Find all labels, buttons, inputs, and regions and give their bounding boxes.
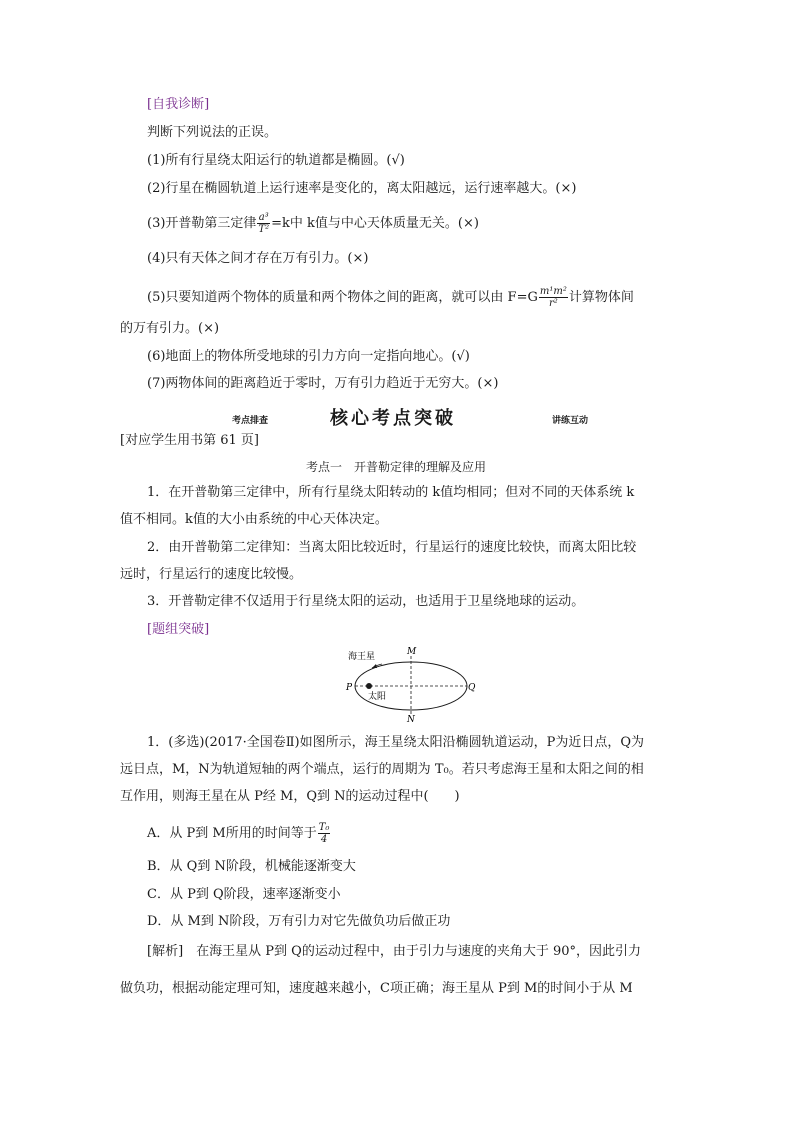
diag-item-5-continued: 的万有引力。(×) bbox=[120, 321, 220, 336]
fraction-numerator: m¹m² bbox=[539, 286, 567, 297]
analysis-line-1 bbox=[147, 943, 641, 961]
group-tag: [题组突破] bbox=[147, 622, 210, 637]
analysis-text-1: 在海王星从 P到 Q的运动过程中，由于引力与速度的夹角大于 90°，因此引力 bbox=[183, 944, 642, 959]
option-c: C．从 P到 Q阶段，速率逐渐变小 bbox=[147, 887, 341, 902]
banner-title: 核心考点突破 bbox=[330, 408, 456, 429]
point-3: 3．开普勒定律不仅适用于行星绕太阳的运动，也适用于卫星绕地球的运动。 bbox=[147, 594, 585, 609]
banner-right-label: 讲练互动 bbox=[552, 416, 589, 426]
gravitation-fraction bbox=[539, 286, 568, 309]
diag-item-5-post: 计算物体间 bbox=[568, 290, 634, 305]
analysis-tag: [解析] bbox=[147, 944, 184, 959]
fraction-denominator: 4 bbox=[320, 834, 328, 845]
point-2-line-2: 远时，行星运行的速度比较慢。 bbox=[120, 567, 303, 582]
kepler-third-fraction bbox=[257, 212, 270, 235]
diag-item-6: (6)地面上的物体所受地球的引力方向一定指向地心。(√) bbox=[147, 349, 470, 364]
option-a bbox=[147, 822, 331, 845]
point-1-line-1: 1．在开普勒第三定律中，所有行星绕太阳转动的 k值均相同；但对不同的天体系统 k bbox=[147, 485, 635, 500]
fraction-numerator: a³ bbox=[258, 212, 269, 223]
diag-item-2: (2)行星在椭圆轨道上运行速率是变化的，离太阳越远，运行速率越大。(×) bbox=[147, 181, 577, 196]
point-m-label: M bbox=[407, 647, 417, 657]
diag-item-3-rest: =k中 k值与中心天体质量无关。(×) bbox=[271, 216, 479, 231]
fraction-numerator: T₀ bbox=[318, 822, 330, 833]
point-q-label: Q bbox=[468, 683, 476, 693]
diag-item-3-pre: (3)开普勒第三定律 bbox=[147, 216, 257, 231]
page-reference: [对应学生用书第 61 页] bbox=[120, 433, 259, 448]
point-1-line-2: 值不相同。k值的大小由系统的中心天体决定。 bbox=[120, 512, 388, 527]
sun-dot bbox=[366, 683, 372, 689]
question-line-1: 1．(多选)(2017·全国卷Ⅱ)如图所示，海王星绕太阳沿椭圆轨道运动，P为近日点，Q为 bbox=[147, 735, 645, 750]
analysis-line-2: 做负功，根据动能定理可知，速度越来越小，C项正确；海王星从 P到 M的时间小于从 M bbox=[120, 981, 633, 996]
diag-item-3 bbox=[147, 212, 479, 235]
question-line-3: 互作用，则海王星在从 P经 M，Q到 N的运动过程中( ) bbox=[120, 789, 460, 804]
point-n-label: N bbox=[407, 715, 415, 722]
orbit-diagram bbox=[340, 644, 480, 722]
option-b: B．从 Q到 N阶段，机械能逐渐变大 bbox=[147, 859, 356, 874]
fraction-denominator: T² bbox=[258, 224, 270, 235]
banner-left-label: 考点排查 bbox=[232, 416, 269, 426]
point-2-line-1: 2．由开普勒第二定律知：当离太阳比较近时，行星运行的速度比较快，而离太阳比较 bbox=[147, 540, 637, 555]
arrow-head-icon bbox=[372, 664, 377, 668]
self-diagnosis-intro: 判断下列说法的正误。 bbox=[147, 125, 278, 140]
period-fraction bbox=[318, 822, 331, 845]
planet-label: 海王星 bbox=[348, 652, 376, 662]
diag-item-5-pre: (5)只要知道两个物体的质量和两个物体之间的距离，就可以由 F=G bbox=[147, 290, 538, 305]
question-line-2: 远日点，M，N为轨道短轴的两个端点，运行的周期为 T₀。若只考虑海王星和太阳之间的相 bbox=[120, 762, 644, 777]
diag-item-7: (7)两物体间的距离趋近于零时，万有引力趋近于无穷大。(×) bbox=[147, 376, 499, 391]
self-diagnosis-tag: [自我诊断] bbox=[147, 97, 210, 112]
section-heading: 考点一 开普勒定律的理解及应用 bbox=[306, 460, 487, 474]
sun-label: 太阳 bbox=[368, 692, 387, 702]
fraction-denominator: r² bbox=[548, 298, 558, 309]
point-p-label: P bbox=[346, 683, 353, 693]
option-d: D．从 M到 N阶段，万有引力对它先做负功后做正功 bbox=[147, 914, 451, 929]
diag-item-5 bbox=[147, 286, 634, 309]
diag-item-4: (4)只有天体之间才存在万有引力。(×) bbox=[147, 251, 369, 266]
diag-item-1: (1)所有行星绕太阳运行的轨道都是椭圆。(√) bbox=[147, 153, 405, 168]
option-a-text: A．从 P到 M所用的时间等于 bbox=[147, 826, 317, 841]
